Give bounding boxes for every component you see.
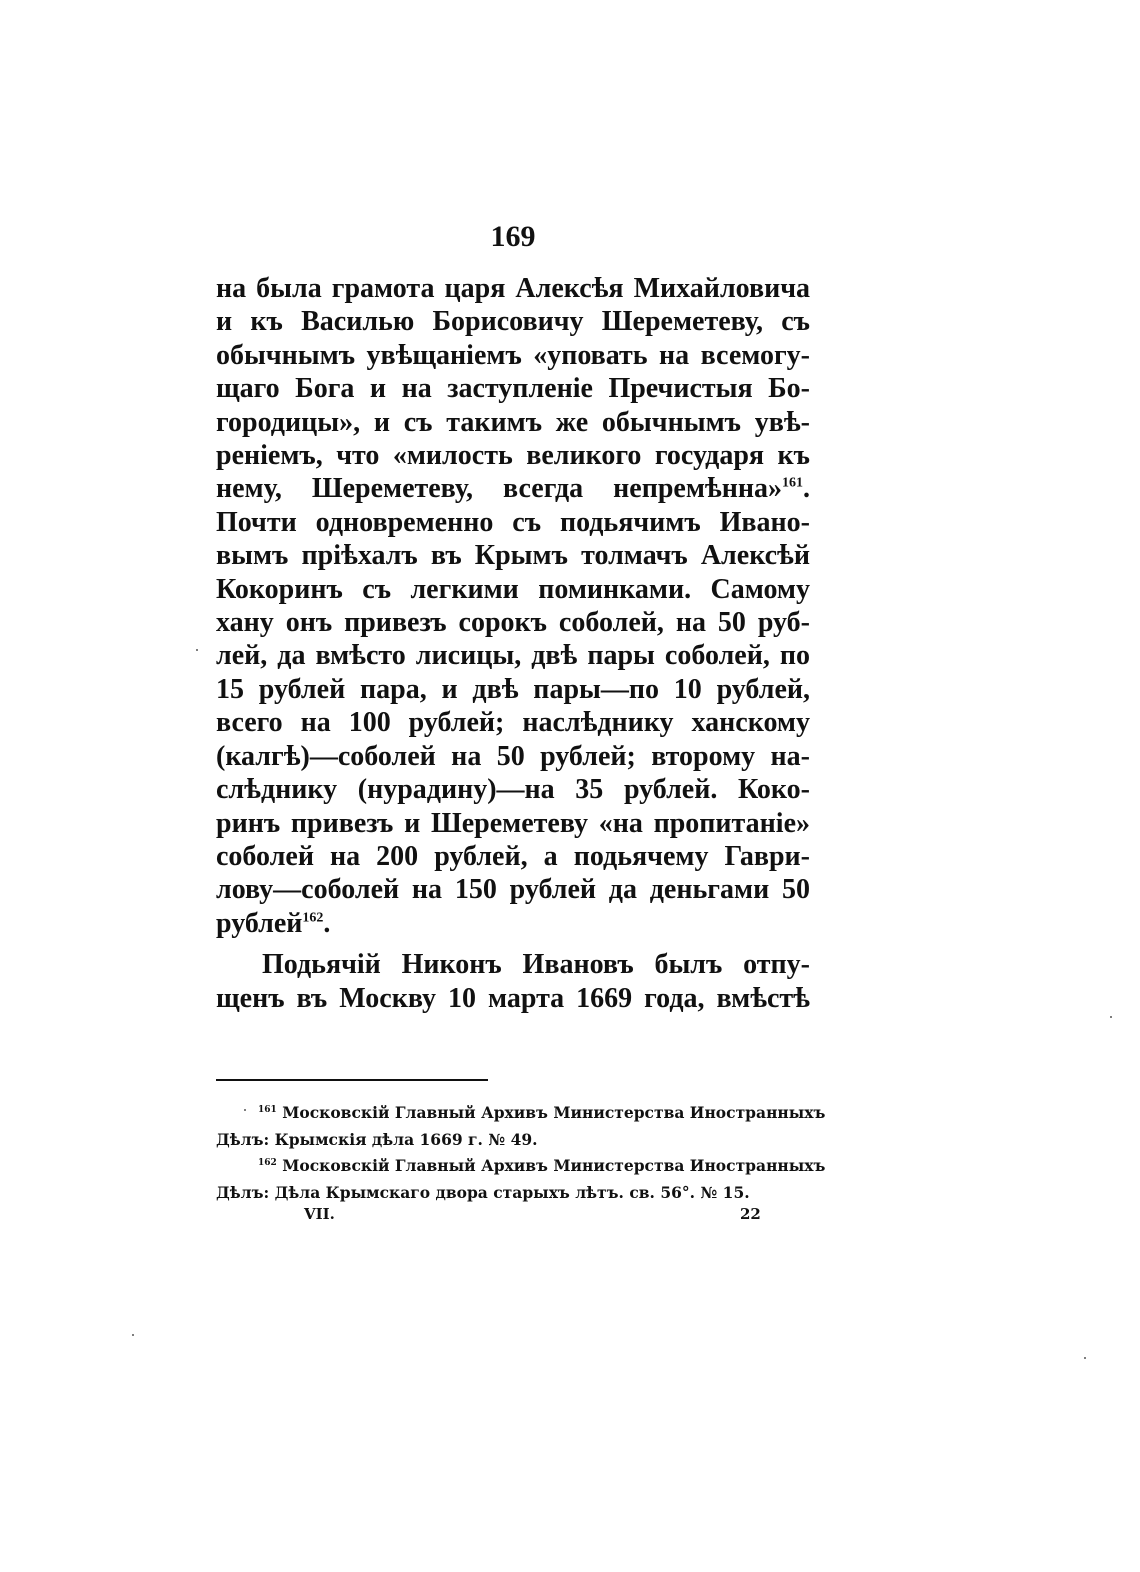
text-line: слѣднику (нурадину)—на 35 рублей. Коко- — [216, 774, 810, 806]
text-line: на была грамота царя Алексѣя Михайловича — [216, 273, 810, 304]
paragraph-gap — [216, 940, 810, 948]
scan-speck — [244, 1109, 246, 1111]
text-line: городицы», и съ такимъ же обычнымъ увѣ- — [216, 406, 810, 438]
text-line: соболей на 200 рублей, а подьячему Гаври- — [216, 840, 810, 872]
scan-speck — [132, 1334, 134, 1336]
footnotes — [216, 1100, 826, 1206]
footnote-161-line1 — [216, 1100, 826, 1127]
page-number: 169 — [490, 220, 536, 253]
text-line — [216, 472, 810, 505]
line-text: нему, Шереметеву, всегда непремѣнна» — [216, 473, 782, 505]
text-line: лей, да вмѣсто лисицы, двѣ пары соболей, по — [216, 640, 810, 672]
footnote-text: Московскій Главный Архивъ Министерства Иностранныхъ — [282, 1156, 826, 1175]
footnote-162-line2: Дѣлъ: Дѣла Крымскаго двора старыхъ лѣтъ. св. 56°. № 15. — [216, 1182, 750, 1202]
footnote-ref: 162 — [302, 910, 324, 926]
scan-speck — [1110, 1016, 1112, 1018]
footnote-divider — [216, 1079, 488, 1081]
main-text — [216, 272, 810, 1015]
text-line: реніемъ, что «милость великого государя къ — [216, 440, 810, 472]
signature-mark: VII. — [304, 1205, 335, 1223]
text-line: 15 рублей пара, и двѣ пары—по 10 рублей, — [216, 673, 810, 705]
text-line: хану онъ привезъ сорокъ соболей, на 50 руб- — [216, 607, 810, 639]
footnote-162-line1 — [216, 1153, 826, 1180]
text-line: лову—соболей на 150 рублей да деньгами 50 — [216, 874, 810, 906]
footnote-text: Московскій Главный Архивъ Министерства Иностранныхъ — [282, 1103, 826, 1122]
footnote-number: 162 — [258, 1157, 277, 1168]
sheet-number: 22 — [740, 1205, 761, 1223]
text-line: всего на 100 рублей; наслѣднику ханскому — [216, 707, 810, 739]
text-line: Подьячій Никонъ Ивановъ былъ отпу- — [262, 949, 810, 981]
text-line: щенъ въ Москву 10 марта 1669 года, вмѣстѣ — [216, 982, 810, 1014]
text-line: Почти одновременно съ подьячимъ Иванo- — [216, 506, 810, 538]
scan-speck — [1084, 1357, 1086, 1359]
line-text: рублей — [216, 907, 303, 939]
text-line: щаго Бога и на заступленіе Пречистыя Бо- — [216, 373, 810, 405]
footnote-161-line2: Дѣлъ: Крымскія дѣла 1669 г. № 49. — [216, 1129, 538, 1149]
text-line: Кокоринъ съ легкими поминками. Самому — [216, 573, 810, 605]
footnote-ref: 161 — [782, 476, 803, 492]
text-line: и къ Василью Борисовичу Шереметеву, съ — [216, 306, 810, 338]
text-line: ринъ привезъ и Шереметеву «на пропитаніе» — [216, 807, 810, 839]
text-line — [216, 907, 810, 940]
scan-speck — [196, 649, 198, 651]
line-punct: . — [803, 473, 810, 505]
line-punct: . — [323, 907, 331, 939]
footnote-number: 161 — [258, 1104, 277, 1115]
text-line: вымъ пріѣхалъ въ Крымъ толмачъ Алексѣй — [216, 540, 810, 572]
text-line: обычнымъ увѣщаніемъ «уповать на всемогу- — [216, 339, 810, 371]
text-line: (калгѣ)—соболей на 50 рублей; второму на- — [216, 740, 810, 772]
